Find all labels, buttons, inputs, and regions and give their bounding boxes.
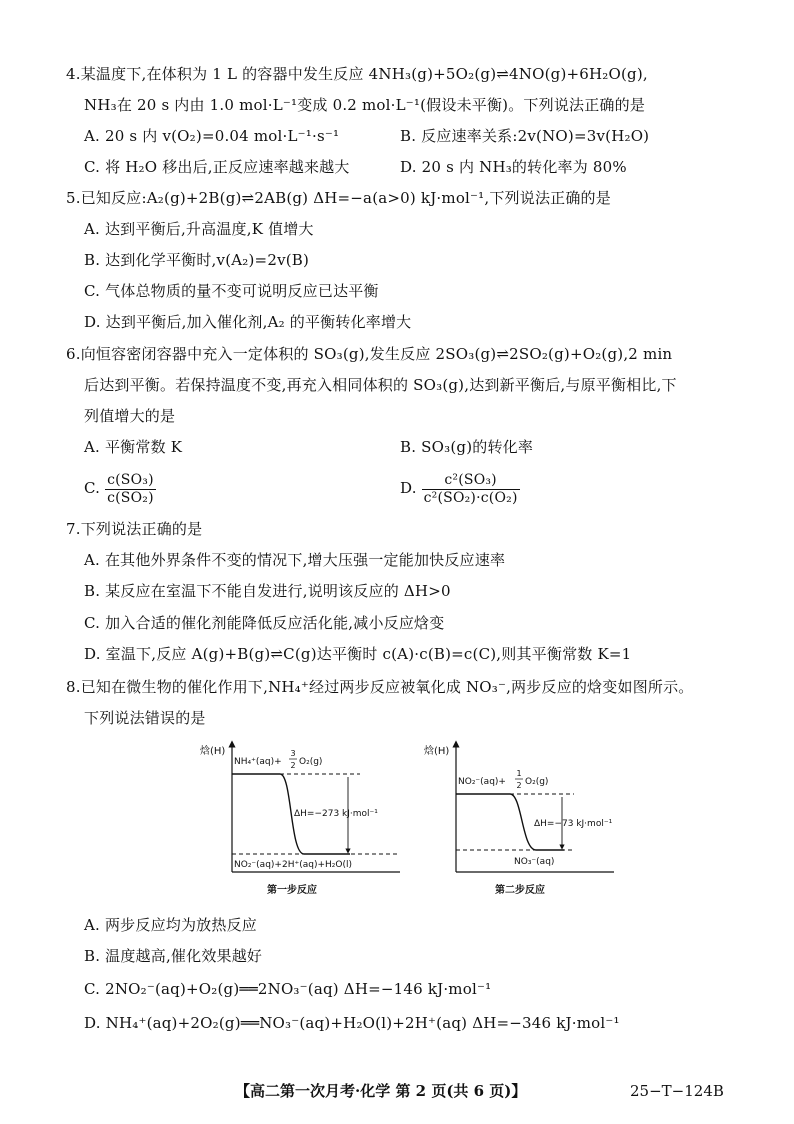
- delta-h-label: ΔH=−273 kJ·mol⁻¹: [294, 809, 378, 819]
- q5-option-c: C. 气体总物质的量不变可说明反应已达平衡: [84, 282, 379, 300]
- q6-option-d-label: D.: [400, 479, 417, 497]
- q6-option-c: [84, 470, 156, 507]
- diagram-caption: 第二步反应: [495, 885, 545, 896]
- reactant-coef-num: 1: [516, 769, 522, 778]
- q4-option-d: D. 20 s 内 NH₃的转化率为 80%: [400, 158, 627, 176]
- q8-option-d: D. NH₄⁺(aq)+2O₂(g)══NO₃⁻(aq)+H₂O(l)+2H⁺(aq) ΔH=−346 kJ·mol⁻¹: [84, 1014, 620, 1032]
- q6-option-b: B. SO₃(g)的转化率: [400, 438, 534, 456]
- axis-label: 焓(H): [200, 746, 226, 757]
- reactant-label: [234, 757, 282, 767]
- delta-h-label: ΔH=−73 kJ·mol⁻¹: [534, 819, 613, 829]
- q8-option-c: C. 2NO₂⁻(aq)+O₂(g)══2NO₃⁻(aq) ΔH=−146 kJ·mol⁻¹: [84, 980, 492, 998]
- reactant-label-b: O₂(g): [299, 757, 323, 767]
- q8-option-b: B. 温度越高,催化效果越好: [84, 947, 263, 965]
- q4-option-b: B. 反应速率关系:2v(NO)=3v(H₂O): [400, 127, 650, 145]
- product-label: NO₃⁻(aq): [514, 857, 555, 867]
- reactant-label-a: NO₂⁻(aq)+: [458, 777, 506, 787]
- reactant-label-b: O₂(g): [525, 777, 549, 787]
- q7-option-b: B. 某反应在室温下不能自发进行,说明该反应的 ΔH>0: [84, 582, 451, 600]
- q5-option-a: A. 达到平衡后,升高温度,K 值增大: [84, 220, 314, 238]
- reactant-coef-den: 2: [290, 761, 296, 770]
- diagram-caption: 第一步反应: [267, 885, 317, 896]
- q8-stem-line2: 下列说法错误的是: [84, 709, 206, 727]
- reactant-label-a: NH₄⁺(aq)+: [234, 757, 282, 767]
- q4-option-a: A. 20 s 内 v(O₂)=0.04 mol·L⁻¹·s⁻¹: [84, 127, 340, 145]
- q6-option-d-denominator: c²(SO₂)·c(O₂): [423, 489, 518, 506]
- q6-option-d-numerator: c²(SO₃): [422, 472, 520, 490]
- q7-option-a: A. 在其他外界条件不变的情况下,增大压强一定能加快反应速率: [84, 551, 506, 569]
- reactant-coef-den: 2: [516, 781, 522, 790]
- enthalpy-diagram-step2: [424, 738, 624, 898]
- q6-option-c-fraction: [105, 472, 156, 507]
- q6-option-d-fraction: [422, 472, 520, 507]
- q8-stem-line1: 8.已知在微生物的催化作用下,NH₄⁺经过两步反应被氧化成 NO₃⁻,两步反应的焓变如图所示。: [66, 678, 694, 696]
- q6-option-a: A. 平衡常数 K: [84, 438, 183, 456]
- q6-stem-line2: 后达到平衡。若保持温度不变,再充入相同体积的 SO₃(g),达到新平衡后,与原平衡相比,下: [84, 376, 677, 394]
- axis-label: 焓(H): [424, 746, 450, 757]
- product-label: NO₂⁻(aq)+2H⁺(aq)+H₂O(l): [234, 860, 352, 870]
- q4-stem-line2: NH₃在 20 s 内由 1.0 mol·L⁻¹变成 0.2 mol·L⁻¹(假设未平衡)。下列说法正确的是: [84, 96, 646, 114]
- q4-stem-line1: 4.某温度下,在体积为 1 L 的容器中发生反应 4NH₃(g)+5O₂(g)⇌4NO(g)+6H₂O(g),: [66, 65, 648, 83]
- q5-option-d: D. 达到平衡后,加入催化剂,A₂ 的平衡转化率增大: [84, 313, 412, 331]
- enthalpy-diagram-step1: [200, 738, 410, 898]
- q6-stem-line3: 列值增大的是: [84, 407, 176, 425]
- q4-option-c: C. 将 H₂O 移出后,正反应速率越来越大: [84, 158, 350, 176]
- q6-option-c-denominator: c(SO₂): [107, 489, 154, 506]
- q7-stem: 7.下列说法正确的是: [66, 520, 203, 538]
- q6-option-c-label: C.: [84, 479, 101, 497]
- q8-option-a: A. 两步反应均为放热反应: [84, 916, 257, 934]
- q7-option-d: D. 室温下,反应 A(g)+B(g)⇌C(g)达平衡时 c(A)·c(B)=c(C),则其平衡常数 K=1: [84, 645, 632, 663]
- page-footer: 【高二第一次月考·化学 第 2 页(共 6 页)】: [235, 1082, 527, 1100]
- q6-stem-line1: 6.向恒容密闭容器中充入一定体积的 SO₃(g),发生反应 2SO₃(g)⇌2SO₂(g)+O₂(g),2 min: [66, 345, 673, 363]
- q6-option-c-numerator: c(SO₃): [107, 471, 154, 488]
- q5-option-b: B. 达到化学平衡时,v(A₂)=2v(B): [84, 251, 310, 269]
- paper-code: 25−T−124B: [630, 1082, 724, 1100]
- q5-stem: 5.已知反应:A₂(g)+2B(g)⇌2AB(g) ΔH=−a(a>0) kJ·mol⁻¹,下列说法正确的是: [66, 189, 611, 207]
- q6-option-d: [400, 470, 520, 507]
- q7-option-c: C. 加入合适的催化剂能降低反应活化能,减小反应焓变: [84, 614, 445, 632]
- reactant-coef-num: 3: [290, 749, 296, 758]
